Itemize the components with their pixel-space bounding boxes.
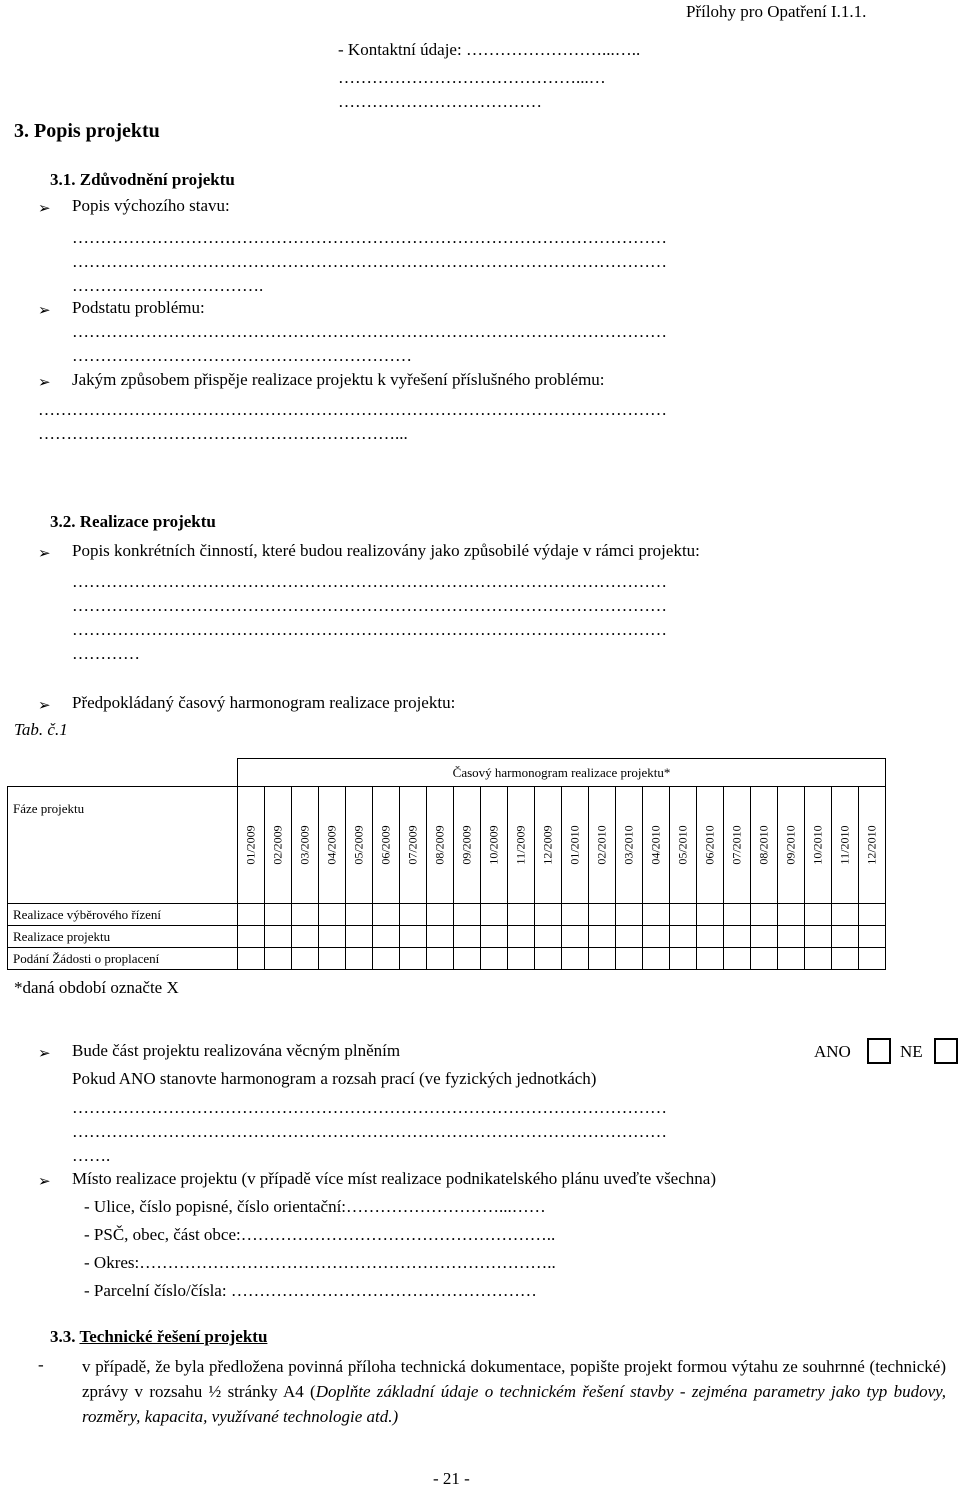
month-label: 06/2009 bbox=[378, 825, 393, 865]
section-3-3-title: Technické řešení projektu bbox=[79, 1327, 268, 1346]
contact-label: - Kontaktní údaje: bbox=[338, 40, 462, 59]
phase-column-header: Fáze projektu bbox=[8, 787, 238, 904]
schedule-cell[interactable] bbox=[697, 926, 724, 948]
phase-row-label: Realizace výběrového řízení bbox=[8, 904, 238, 926]
month-label: 10/2010 bbox=[810, 825, 825, 865]
month-label: 02/2009 bbox=[270, 825, 285, 865]
month-header bbox=[454, 787, 481, 904]
schedule-cell[interactable] bbox=[616, 948, 643, 970]
schedule-cell[interactable] bbox=[346, 926, 373, 948]
schedule-cell[interactable] bbox=[562, 904, 589, 926]
item-in-kind: Bude část projektu realizována věcným plněním bbox=[72, 1041, 401, 1060]
item-activities: Popis konkrétních činností, které budou realizovány jako způsobilé výdaje v rámci projektu: bbox=[72, 541, 700, 560]
table-caption: Tab. č.1 bbox=[14, 720, 68, 739]
schedule-cell[interactable] bbox=[670, 904, 697, 926]
schedule-cell[interactable] bbox=[589, 904, 616, 926]
schedule-cell[interactable] bbox=[535, 904, 562, 926]
schedule-cell[interactable] bbox=[400, 948, 427, 970]
annex-header: Přílohy pro Opatření I.1.1. bbox=[686, 2, 867, 21]
page-number: - 21 - bbox=[433, 1469, 470, 1488]
schedule-cell[interactable] bbox=[373, 904, 400, 926]
section-3-3 bbox=[50, 1327, 267, 1347]
schedule-cell[interactable] bbox=[373, 926, 400, 948]
schedule-cell[interactable] bbox=[238, 948, 265, 970]
schedule-cell[interactable] bbox=[427, 904, 454, 926]
month-header bbox=[751, 787, 778, 904]
in-kind-sub: Pokud ANO stanovte harmonogram a rozsah prací (ve fyzických jednotkách) bbox=[72, 1069, 597, 1088]
input-line[interactable]: …………………………………………………………………………………………… bbox=[72, 620, 667, 639]
schedule-cell[interactable] bbox=[427, 948, 454, 970]
schedule-cell[interactable] bbox=[859, 904, 886, 926]
schedule-cell[interactable] bbox=[535, 948, 562, 970]
schedule-cell[interactable] bbox=[751, 926, 778, 948]
schedule-cell[interactable] bbox=[427, 926, 454, 948]
input-line[interactable]: …………………………………………………………………………………………… bbox=[72, 1122, 667, 1141]
input-line[interactable]: …………………………………………………………………………………………… bbox=[72, 322, 667, 341]
schedule-cell[interactable] bbox=[751, 948, 778, 970]
section-3-2-title: 3.2. Realizace projektu bbox=[50, 512, 216, 531]
item-problem: Podstatu problému: bbox=[72, 298, 205, 317]
month-header bbox=[805, 787, 832, 904]
schedule-cell[interactable] bbox=[805, 948, 832, 970]
schedule-cell[interactable] bbox=[508, 926, 535, 948]
month-header bbox=[616, 787, 643, 904]
input-line[interactable]: ………………………………………………………………………………………………… bbox=[38, 400, 667, 419]
section-3-3-number: 3.3. bbox=[50, 1327, 76, 1346]
arrow-bullet-icon: ➢ bbox=[38, 301, 51, 319]
schedule-cell[interactable] bbox=[535, 926, 562, 948]
schedule-table bbox=[7, 758, 886, 970]
schedule-cell[interactable] bbox=[589, 948, 616, 970]
schedule-cell[interactable] bbox=[670, 926, 697, 948]
footnote: *daná období označte X bbox=[14, 978, 179, 997]
schedule-cell[interactable] bbox=[265, 904, 292, 926]
input-line[interactable]: ………… bbox=[72, 644, 140, 663]
month-label: 09/2009 bbox=[459, 825, 474, 865]
ne-checkbox[interactable] bbox=[934, 1038, 958, 1064]
month-header bbox=[481, 787, 508, 904]
month-header bbox=[319, 787, 346, 904]
schedule-cell[interactable] bbox=[643, 948, 670, 970]
schedule-cell[interactable] bbox=[616, 926, 643, 948]
schedule-cell[interactable] bbox=[508, 948, 535, 970]
input-line[interactable]: …………………………………………………………………………………………… bbox=[72, 252, 667, 271]
contact-row bbox=[338, 40, 640, 60]
schedule-cell[interactable] bbox=[373, 948, 400, 970]
month-header bbox=[508, 787, 535, 904]
month-label: 09/2010 bbox=[783, 825, 798, 865]
schedule-cell[interactable] bbox=[265, 926, 292, 948]
schedule-cell[interactable] bbox=[346, 948, 373, 970]
month-label: 05/2010 bbox=[675, 825, 690, 865]
month-header bbox=[562, 787, 589, 904]
input-line[interactable]: …………………………………………………………………………………………… bbox=[72, 228, 667, 247]
month-label: 01/2010 bbox=[567, 825, 582, 865]
address-street[interactable]: - Ulice, číslo popisné, číslo orientační:………………………...…… bbox=[84, 1197, 546, 1216]
arrow-bullet-icon: ➢ bbox=[38, 1044, 51, 1062]
schedule-cell[interactable] bbox=[670, 948, 697, 970]
technical-description bbox=[82, 1354, 946, 1429]
arrow-bullet-icon: ➢ bbox=[38, 199, 51, 217]
month-label: 02/2010 bbox=[594, 825, 609, 865]
address-zip[interactable]: - PSČ, obec, část obce:……………………………………………….. bbox=[84, 1225, 556, 1244]
schedule-cell[interactable] bbox=[400, 926, 427, 948]
schedule-cell[interactable] bbox=[238, 904, 265, 926]
section-3-title: 3. Popis projektu bbox=[14, 120, 160, 142]
schedule-cell[interactable] bbox=[481, 904, 508, 926]
schedule-cell[interactable] bbox=[832, 948, 859, 970]
schedule-cell[interactable] bbox=[805, 904, 832, 926]
month-label: 08/2009 bbox=[432, 825, 447, 865]
month-header bbox=[589, 787, 616, 904]
month-label: 10/2009 bbox=[486, 825, 501, 865]
month-header bbox=[697, 787, 724, 904]
arrow-bullet-icon: ➢ bbox=[38, 696, 51, 714]
month-label: 01/2009 bbox=[243, 825, 258, 865]
technical-text: v případě, že byla předložena povinná příloha technická dokumentace, popište projekt formou výtahu ze souhrnné (technické) zprávy v rozsahu ½ stránky A4 ( bbox=[82, 1357, 946, 1401]
month-label: 04/2010 bbox=[648, 825, 663, 865]
schedule-cell[interactable] bbox=[778, 904, 805, 926]
month-header bbox=[859, 787, 886, 904]
item-location: Místo realizace projektu (v případě více míst realizace podnikatelského plánu uveďte všechna) bbox=[72, 1169, 716, 1188]
schedule-cell[interactable] bbox=[454, 904, 481, 926]
month-header bbox=[724, 787, 751, 904]
schedule-table-title: Časový harmonogram realizace projektu* bbox=[238, 759, 886, 787]
schedule-cell[interactable] bbox=[751, 904, 778, 926]
phase-row-label: Realizace projektu bbox=[8, 926, 238, 948]
schedule-cell[interactable] bbox=[778, 948, 805, 970]
month-header bbox=[265, 787, 292, 904]
schedule-cell[interactable] bbox=[292, 926, 319, 948]
month-header bbox=[292, 787, 319, 904]
month-label: 04/2009 bbox=[324, 825, 339, 865]
arrow-bullet-icon: ➢ bbox=[38, 544, 51, 562]
schedule-cell[interactable] bbox=[697, 948, 724, 970]
schedule-cell[interactable] bbox=[319, 926, 346, 948]
month-header bbox=[535, 787, 562, 904]
schedule-cell[interactable] bbox=[724, 904, 751, 926]
contact-line-3: ……………………………… bbox=[338, 92, 542, 111]
schedule-cell[interactable] bbox=[454, 948, 481, 970]
input-line[interactable]: …………………………………………………………………………………………… bbox=[72, 596, 667, 615]
input-line[interactable]: ……………………………. bbox=[72, 276, 264, 295]
month-label: 11/2009 bbox=[513, 825, 528, 865]
schedule-cell[interactable] bbox=[832, 926, 859, 948]
month-label: 06/2010 bbox=[702, 825, 717, 865]
month-header bbox=[643, 787, 670, 904]
item-contribution: Jakým způsobem přispěje realizace projektu k vyřešení příslušného problému: bbox=[72, 370, 605, 389]
month-label: 12/2009 bbox=[540, 825, 555, 865]
item-initial-state: Popis výchozího stavu: bbox=[72, 196, 230, 215]
input-line[interactable]: …………………………………………………………………………………………… bbox=[72, 1098, 667, 1117]
month-header bbox=[427, 787, 454, 904]
schedule-cell[interactable] bbox=[778, 926, 805, 948]
contact-line-2: ……………………………………...… bbox=[338, 68, 606, 87]
input-line[interactable]: ………………………………………………………... bbox=[38, 424, 408, 443]
schedule-cell[interactable] bbox=[265, 948, 292, 970]
schedule-cell[interactable] bbox=[832, 904, 859, 926]
schedule-cell[interactable] bbox=[319, 948, 346, 970]
schedule-cell[interactable] bbox=[643, 904, 670, 926]
schedule-cell[interactable] bbox=[643, 926, 670, 948]
schedule-cell[interactable] bbox=[346, 904, 373, 926]
schedule-cell[interactable] bbox=[508, 904, 535, 926]
address-parcel[interactable]: - Parcelní číslo/čísla: ……………………………………………… bbox=[84, 1281, 537, 1300]
schedule-cell[interactable] bbox=[859, 926, 886, 948]
month-label: 12/2010 bbox=[864, 825, 879, 865]
month-label: 08/2010 bbox=[756, 825, 771, 865]
schedule-cell[interactable] bbox=[481, 948, 508, 970]
schedule-cell[interactable] bbox=[292, 948, 319, 970]
address-district[interactable]: - Okres:……………………………………………………………….. bbox=[84, 1253, 556, 1272]
month-header bbox=[346, 787, 373, 904]
dash-bullet: - bbox=[38, 1355, 44, 1374]
schedule-cell[interactable] bbox=[616, 904, 643, 926]
input-line[interactable]: …………………………………………………………………………………………… bbox=[72, 572, 667, 591]
schedule-cell[interactable] bbox=[562, 926, 589, 948]
schedule-cell[interactable] bbox=[589, 926, 616, 948]
arrow-bullet-icon: ➢ bbox=[38, 373, 51, 391]
input-line[interactable]: ……. bbox=[72, 1146, 111, 1165]
month-label: 07/2010 bbox=[729, 825, 744, 865]
schedule-cell[interactable] bbox=[805, 926, 832, 948]
arrow-bullet-icon: ➢ bbox=[38, 1172, 51, 1190]
schedule-cell[interactable] bbox=[454, 926, 481, 948]
schedule-cell[interactable] bbox=[697, 904, 724, 926]
schedule-cell[interactable] bbox=[319, 904, 346, 926]
schedule-cell[interactable] bbox=[292, 904, 319, 926]
item-schedule: Předpokládaný časový harmonogram realizace projektu: bbox=[72, 693, 456, 712]
month-header bbox=[400, 787, 427, 904]
input-line[interactable]: …………………………………………………… bbox=[72, 346, 412, 365]
schedule-cell[interactable] bbox=[562, 948, 589, 970]
schedule-cell[interactable] bbox=[724, 948, 751, 970]
schedule-cell[interactable] bbox=[724, 926, 751, 948]
ano-checkbox[interactable] bbox=[867, 1038, 891, 1064]
month-label: 03/2010 bbox=[621, 825, 636, 865]
contact-line-1: ……………………...….. bbox=[465, 40, 641, 59]
month-label: 11/2010 bbox=[837, 825, 852, 865]
schedule-cell[interactable] bbox=[859, 948, 886, 970]
month-header bbox=[832, 787, 859, 904]
month-header bbox=[778, 787, 805, 904]
month-label: 07/2009 bbox=[405, 825, 420, 865]
schedule-cell[interactable] bbox=[238, 926, 265, 948]
schedule-cell[interactable] bbox=[400, 904, 427, 926]
month-header bbox=[670, 787, 697, 904]
month-label: 05/2009 bbox=[351, 825, 366, 865]
ano-label: ANO bbox=[814, 1042, 851, 1061]
technical-italic-text: Doplňte základní údaje o technickém řešení stavby - zejména parametry jako typ budovy, rozměry, kapacita, využívané technologie atd.) bbox=[82, 1382, 947, 1426]
month-label: 03/2009 bbox=[297, 825, 312, 865]
month-header bbox=[238, 787, 265, 904]
phase-row-label: Podání Žádosti o proplacení bbox=[8, 948, 238, 970]
ne-label: NE bbox=[900, 1042, 923, 1061]
month-header bbox=[373, 787, 400, 904]
schedule-cell[interactable] bbox=[481, 926, 508, 948]
section-3-1-title: 3.1. Zdůvodnění projektu bbox=[50, 170, 235, 189]
